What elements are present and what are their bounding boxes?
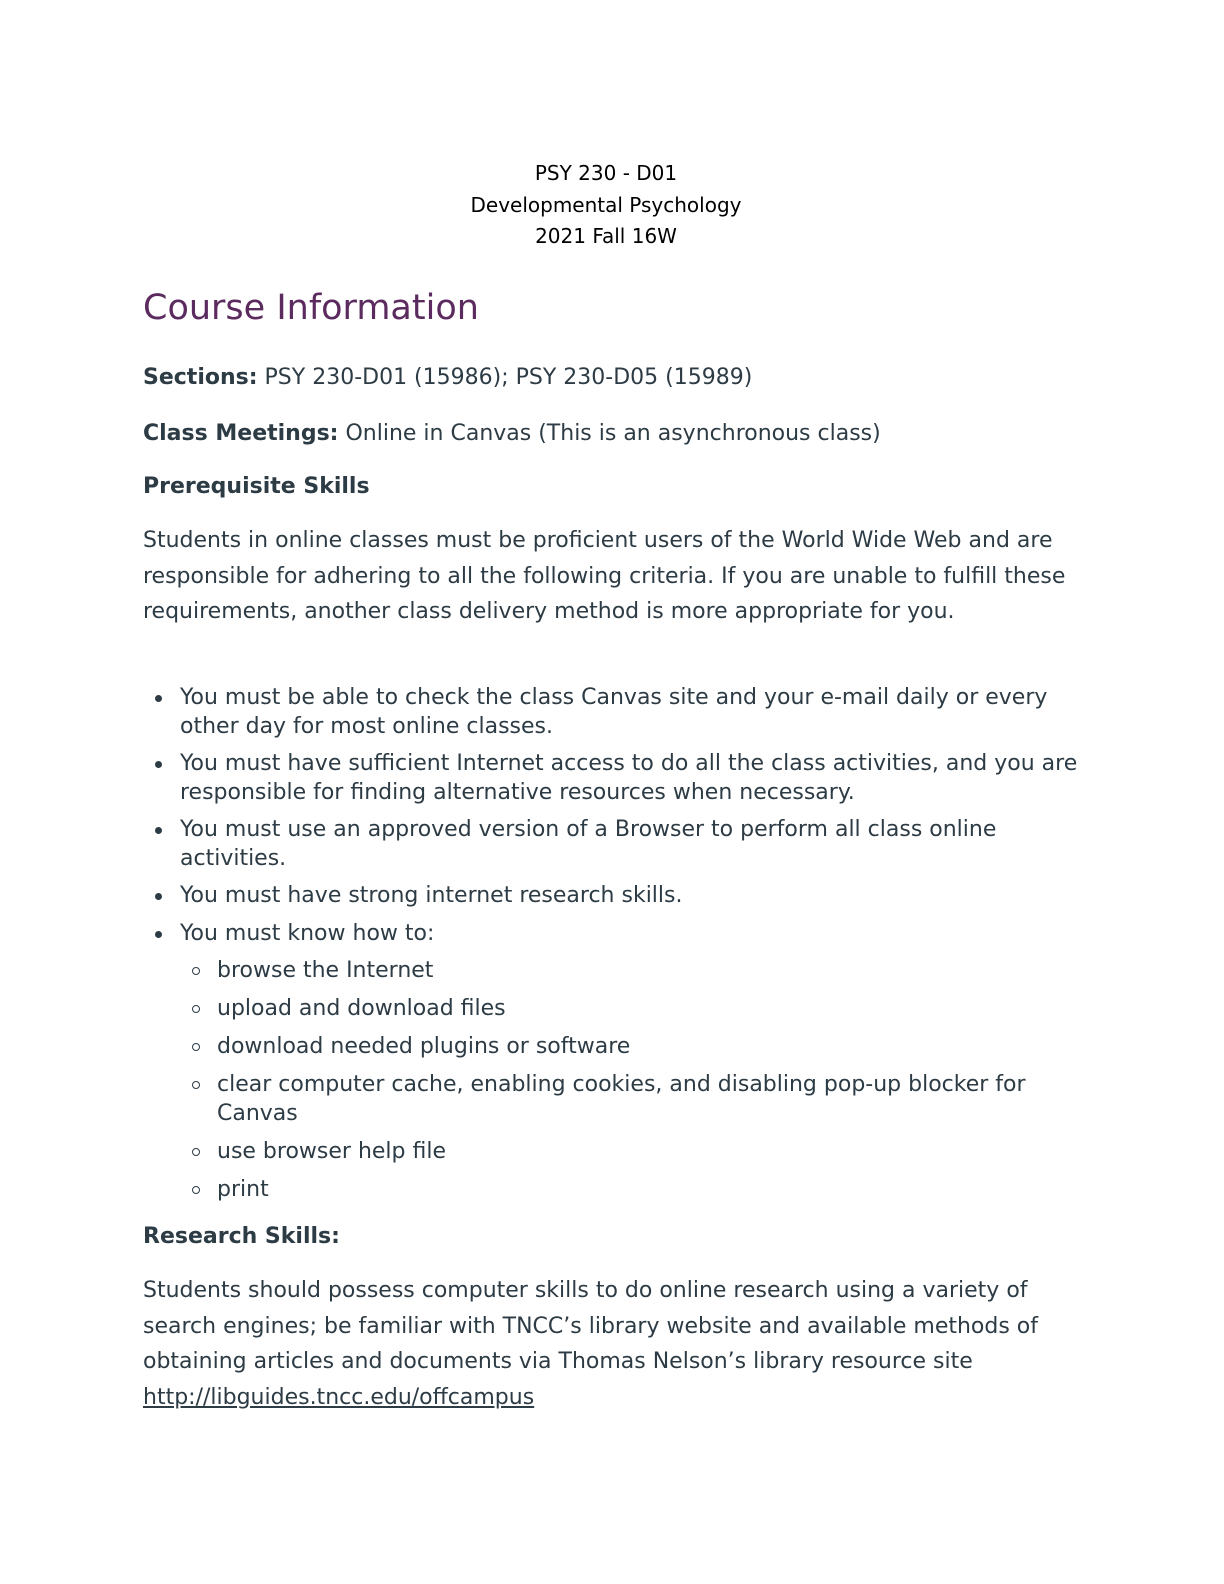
list-item: You must have strong internet research skills. (143, 882, 1078, 911)
research-skills-text (143, 1273, 1078, 1415)
course-term: 2021 Fall 16W (535, 224, 677, 248)
class-meetings-label: Class Meetings: (143, 421, 339, 446)
sublist-item: upload and download files (180, 995, 1078, 1024)
sections-value: PSY 230-D01 (15986); PSY 230-D05 (15989) (257, 365, 753, 390)
course-code: PSY 230 - D01 (534, 161, 678, 185)
prerequisite-skills-heading: Prerequisite Skills (143, 474, 370, 499)
course-name: Developmental Psychology (470, 192, 742, 217)
prerequisite-list (143, 684, 1078, 1214)
sublist-item: browse the Internet (180, 957, 1078, 986)
library-offcampus-link[interactable]: http://libguides.tncc.edu/offcampus (143, 1384, 535, 1410)
sections-field (143, 363, 752, 393)
sublist-item: download needed plugins or software (180, 1033, 1078, 1062)
list-item-label: You must know how to: (180, 920, 435, 946)
sublist-item: use browser help file (180, 1138, 1078, 1167)
sublist-item: clear computer cache, enabling cookies, and disabling pop-up blocker for Canvas (180, 1071, 1078, 1128)
class-meetings-value: Online in Canvas (This is an asynchronous class) (338, 421, 881, 446)
course-information-heading: Course Information (143, 288, 479, 328)
class-meetings-field (143, 419, 881, 449)
sections-label: Sections: (143, 365, 258, 390)
list-item: You must have sufficient Internet access to do all the class activities, and you are responsible for finding alternative resources when necessary. (143, 750, 1078, 807)
research-skills-heading: Research Skills: (143, 1224, 340, 1249)
list-item: You must use an approved version of a Browser to perform all class online activities. (143, 816, 1078, 873)
know-how-sublist (180, 957, 1078, 1204)
research-skills-body: Students should possess computer skills to do online research using a variety of search engines; be familiar with TNCC’s library website and available methods of obtaining articles and documents via Thomas Nelson’s library resource site (143, 1278, 1039, 1374)
list-item-know-how (143, 920, 1078, 1205)
sublist-item: print (180, 1176, 1078, 1205)
course-header (143, 158, 1069, 253)
prerequisite-intro: Students in online classes must be proficient users of the World Wide Web and are responsible for adhering to all the following criteria. If you are unable to fulfill these requirements, another class delivery method is more appropriate for you. (143, 528, 1066, 624)
list-item: You must be able to check the class Canvas site and your e-mail daily or every other day for most online classes. (143, 684, 1078, 741)
